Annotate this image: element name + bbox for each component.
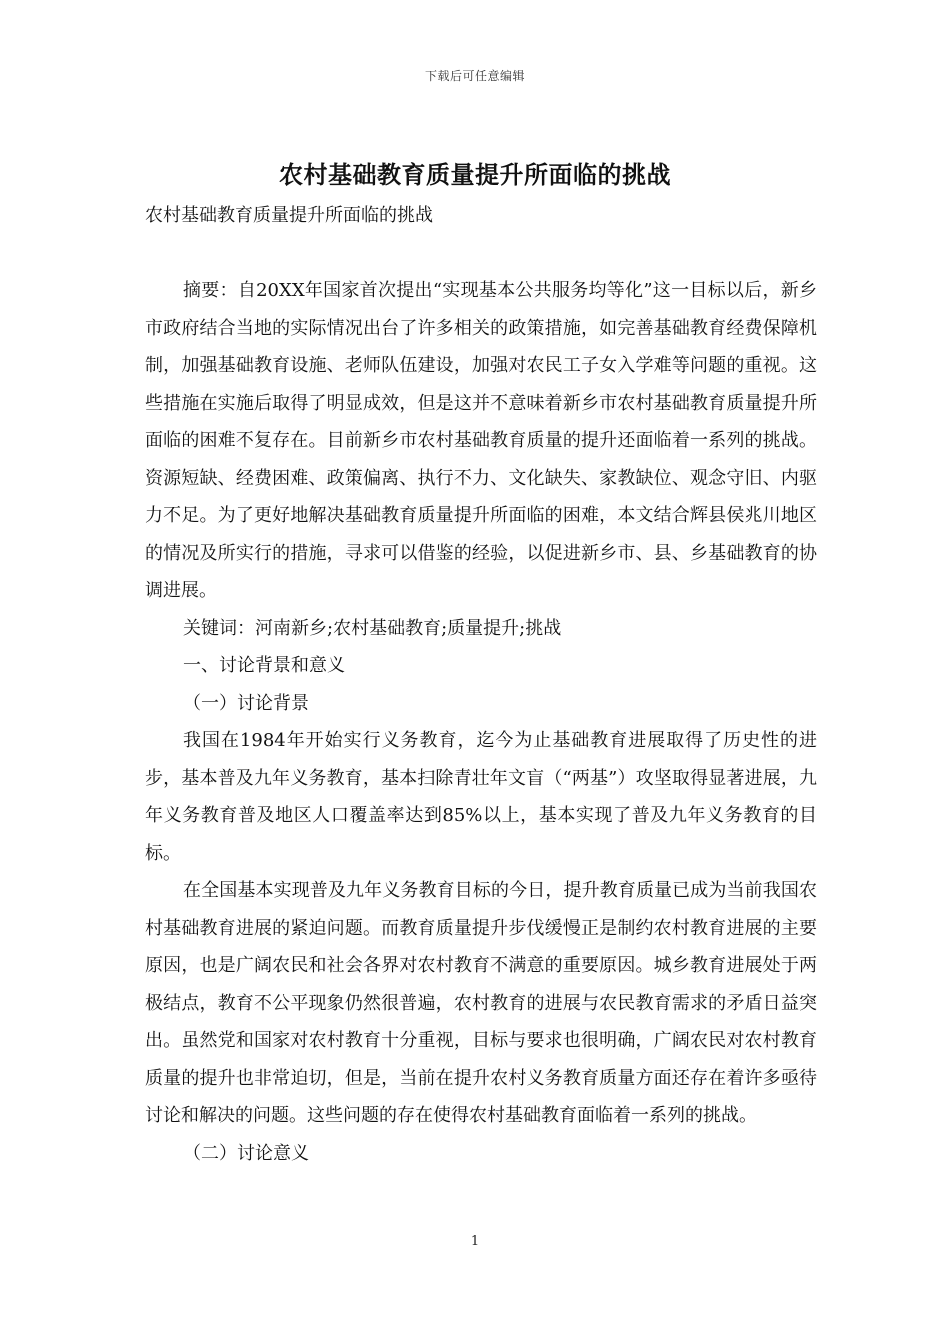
- page-number: 1: [470, 1234, 480, 1249]
- section-heading-1: 一、讨论背景和意义: [183, 655, 345, 676]
- abstract-paragraph: 摘要：自20XX年国家首次提出“实现基本公共服务均等化”这一目标以后，新乡市政府结合当地的实际情况出台了许多相关的政策措施，如完善基础教育经费保障机制，加强基础教育设施、老师队伍建设，加强对农民工子女入学难等问题的重视。这些措施在实施后取得了明显成效，但是这并不意味着新乡市农村基础教育质量提升所面临的困难不复存在。目前新乡市农村基础教育质量的提升还面临着一系列的挑战。资源短缺、经费困难、政策偏离、执行不力、文化缺失、家教缺位、观念守旧、内驱力不足。为了更好地解决基础教育质量提升所面临的困难，本文结合辉县侯兆川地区的情况及所实行的措施，寻求可以借鉴的经验，以促进新乡市、县、乡基础教育的协调进展。: [145, 280, 817, 601]
- subsection-heading-1: （一）讨论背景: [183, 692, 309, 714]
- document-subtitle: 农村基础教育质量提升所面临的挑战: [145, 205, 433, 226]
- document-title: 农村基础教育质量提升所面临的挑战: [279, 160, 671, 189]
- body-paragraph-1: 我国在1984年开始实行义务教育，迄今为止基础教育进展取得了历史性的进步，基本普及九年义务教育，基本扫除青壮年文盲（“两基”）攻坚取得显著进展，九年义务教育普及地区人口覆盖率达到85%以上，基本实现了普及九年义务教育的目标。: [145, 730, 817, 864]
- subsection-heading-2: （二）讨论意义: [183, 1142, 309, 1164]
- blank-line: [145, 235, 817, 273]
- body-paragraph-2: 在全国基本实现普及九年义务教育目标的今日，提升教育质量已成为当前我国农村基础教育进展的紧迫问题。而教育质量提升步伐缓慢正是制约农村教育进展的主要原因，也是广阔农民和社会各界对农村教育不满意的重要原因。城乡教育进展处于两极结点，教育不公平现象仍然很普遍，农村教育的进展与农民教育需求的矛盾日益突出。虽然党和国家对农村教育十分重视，目标与要求也很明确，广阔农民对农村教育质量的提升也非常迫切，但是，当前在提升农村义务教育质量方面还存在着许多亟待讨论和解决的问题。这些问题的存在使得农村基础教育面临着一系列的挑战。: [145, 880, 817, 1126]
- keywords-line: 关键词：河南新乡;农村基础教育;质量提升;挑战: [183, 617, 562, 639]
- page-header-note: 下载后可任意编辑: [424, 69, 525, 83]
- document-body: [145, 197, 817, 1172]
